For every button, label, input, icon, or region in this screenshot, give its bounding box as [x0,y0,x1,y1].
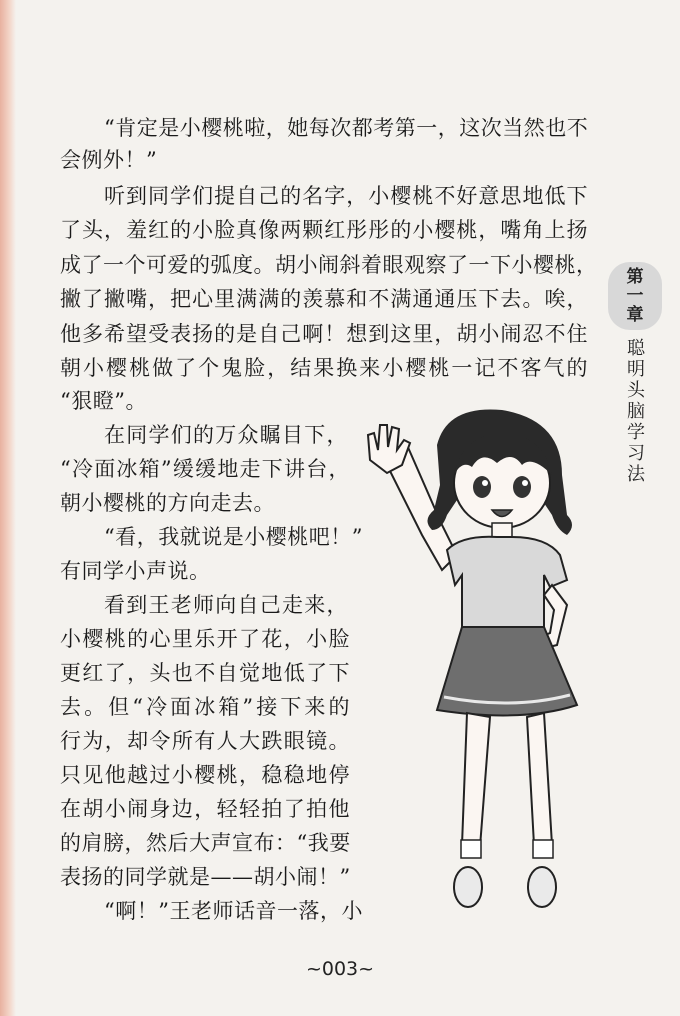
text-line: 的肩膀，然后大声宣布：“我要 [60,831,351,855]
page-number: ~003~ [305,958,375,980]
text-line: “冷面冰箱”缓缓地走下讲台， [60,457,350,481]
text-line: 只见他越过小樱桃，稳稳地停 [60,763,350,787]
text-line: 看到王老师向自己走来， [104,593,348,617]
text-line: 会例外！” [60,148,158,172]
text-line: “狠瞪”。 [60,389,147,413]
subtitle-char: 头 [627,380,645,401]
subtitle-char: 法 [627,464,645,485]
text-line: 撇了撇嘴，把心里满满的羡慕和不满通通压下去。唉， [60,287,588,311]
text-line: 小樱桃的心里乐开了花，小脸 [60,627,350,651]
text-line: “看，我就说是小樱桃吧！” [104,525,363,549]
text-line: 表扬的同学就是——胡小闹！” [60,865,351,889]
text-line: 朝小樱桃的方向走去。 [60,491,275,515]
text-line: 在胡小闹身边，轻轻拍了拍他 [60,797,350,821]
text-line: 有同学小声说。 [60,559,211,583]
text-line: 了头，羞红的小脸真像两颗红彤彤的小樱桃，嘴角上扬 [60,218,588,242]
text-line: 他多希望受表扬的是自己啊！想到这里，胡小闹忍不住 [60,322,588,346]
text-line: 朝小樱桃做了个鬼脸，结果换来小樱桃一记不客气的 [60,356,588,380]
subtitle-char: 学 [627,422,645,443]
chapter-sidebar [608,262,662,485]
text-line: 成了一个可爱的弧度。胡小闹斜着眼观察了一下小樱桃， [60,253,598,277]
text-line: 在同学们的万众瞩目下， [104,423,348,447]
text-line: 听到同学们提自己的名字，小樱桃不好意思地低下 [104,184,588,208]
chapter-char: 第 [626,266,644,287]
text-line: 行为，却令所有人大跌眼镜。 [60,729,350,753]
chapter-tab [608,262,662,330]
text-line: “肯定是小樱桃啦，她每次都考第一，这次当然也不 [104,116,589,140]
subtitle-char: 聪 [627,338,645,359]
page-edge [0,0,16,1016]
chapter-char: 章 [626,304,644,325]
chapter-subtitle [625,338,647,485]
subtitle-char: 明 [627,359,645,380]
text-line: 更红了，头也不自觉地低了下 [60,661,350,685]
text-line: “啊！”王老师话音一落，小 [104,899,363,923]
chapter-char: 一 [626,285,644,306]
subtitle-char: 脑 [627,401,645,422]
text-line: 去。但“冷面冰箱”接下来的 [60,695,350,719]
subtitle-char: 习 [627,443,645,464]
girl-waving-illustration [362,405,587,915]
